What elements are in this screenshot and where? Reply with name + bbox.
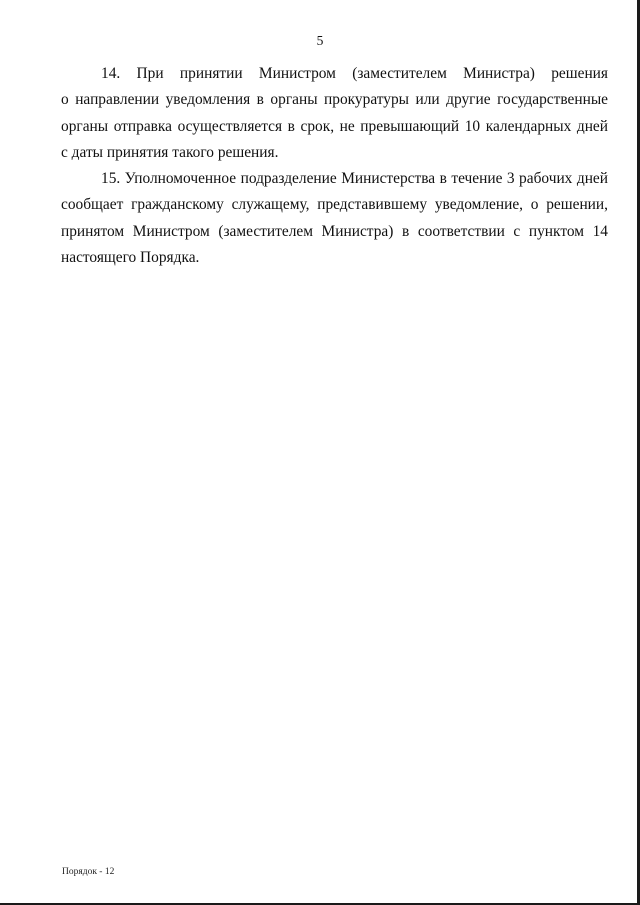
page-number: 5 (316, 33, 324, 48)
text-line: органы отправка осуществляется в срок, не превышающий 10 календарных дней (61, 117, 608, 135)
text-line: 14. При принятии Министром (заместителем Министра) решения (101, 65, 608, 82)
paragraph-14 (61, 61, 608, 166)
text-line: настоящего Порядка. (61, 249, 200, 267)
text-line: о направлении уведомления в органы прокуратуры или другие государственные (61, 91, 608, 109)
text-line: сообщает гражданскому служащему, представившему уведомление, о решении, (61, 196, 608, 214)
text-line: с даты принятия такого решения. (61, 143, 279, 161)
footer-label: Порядок - 12 (62, 867, 115, 877)
document-body (61, 61, 608, 271)
paragraph-15 (61, 166, 608, 271)
text-line: 15. Уполномоченное подразделение Министерства в течение 3 рабочих дней (101, 170, 608, 188)
text-line: принятом Министром (заместителем Министра) в соответствии с пунктом 14 (61, 222, 608, 240)
